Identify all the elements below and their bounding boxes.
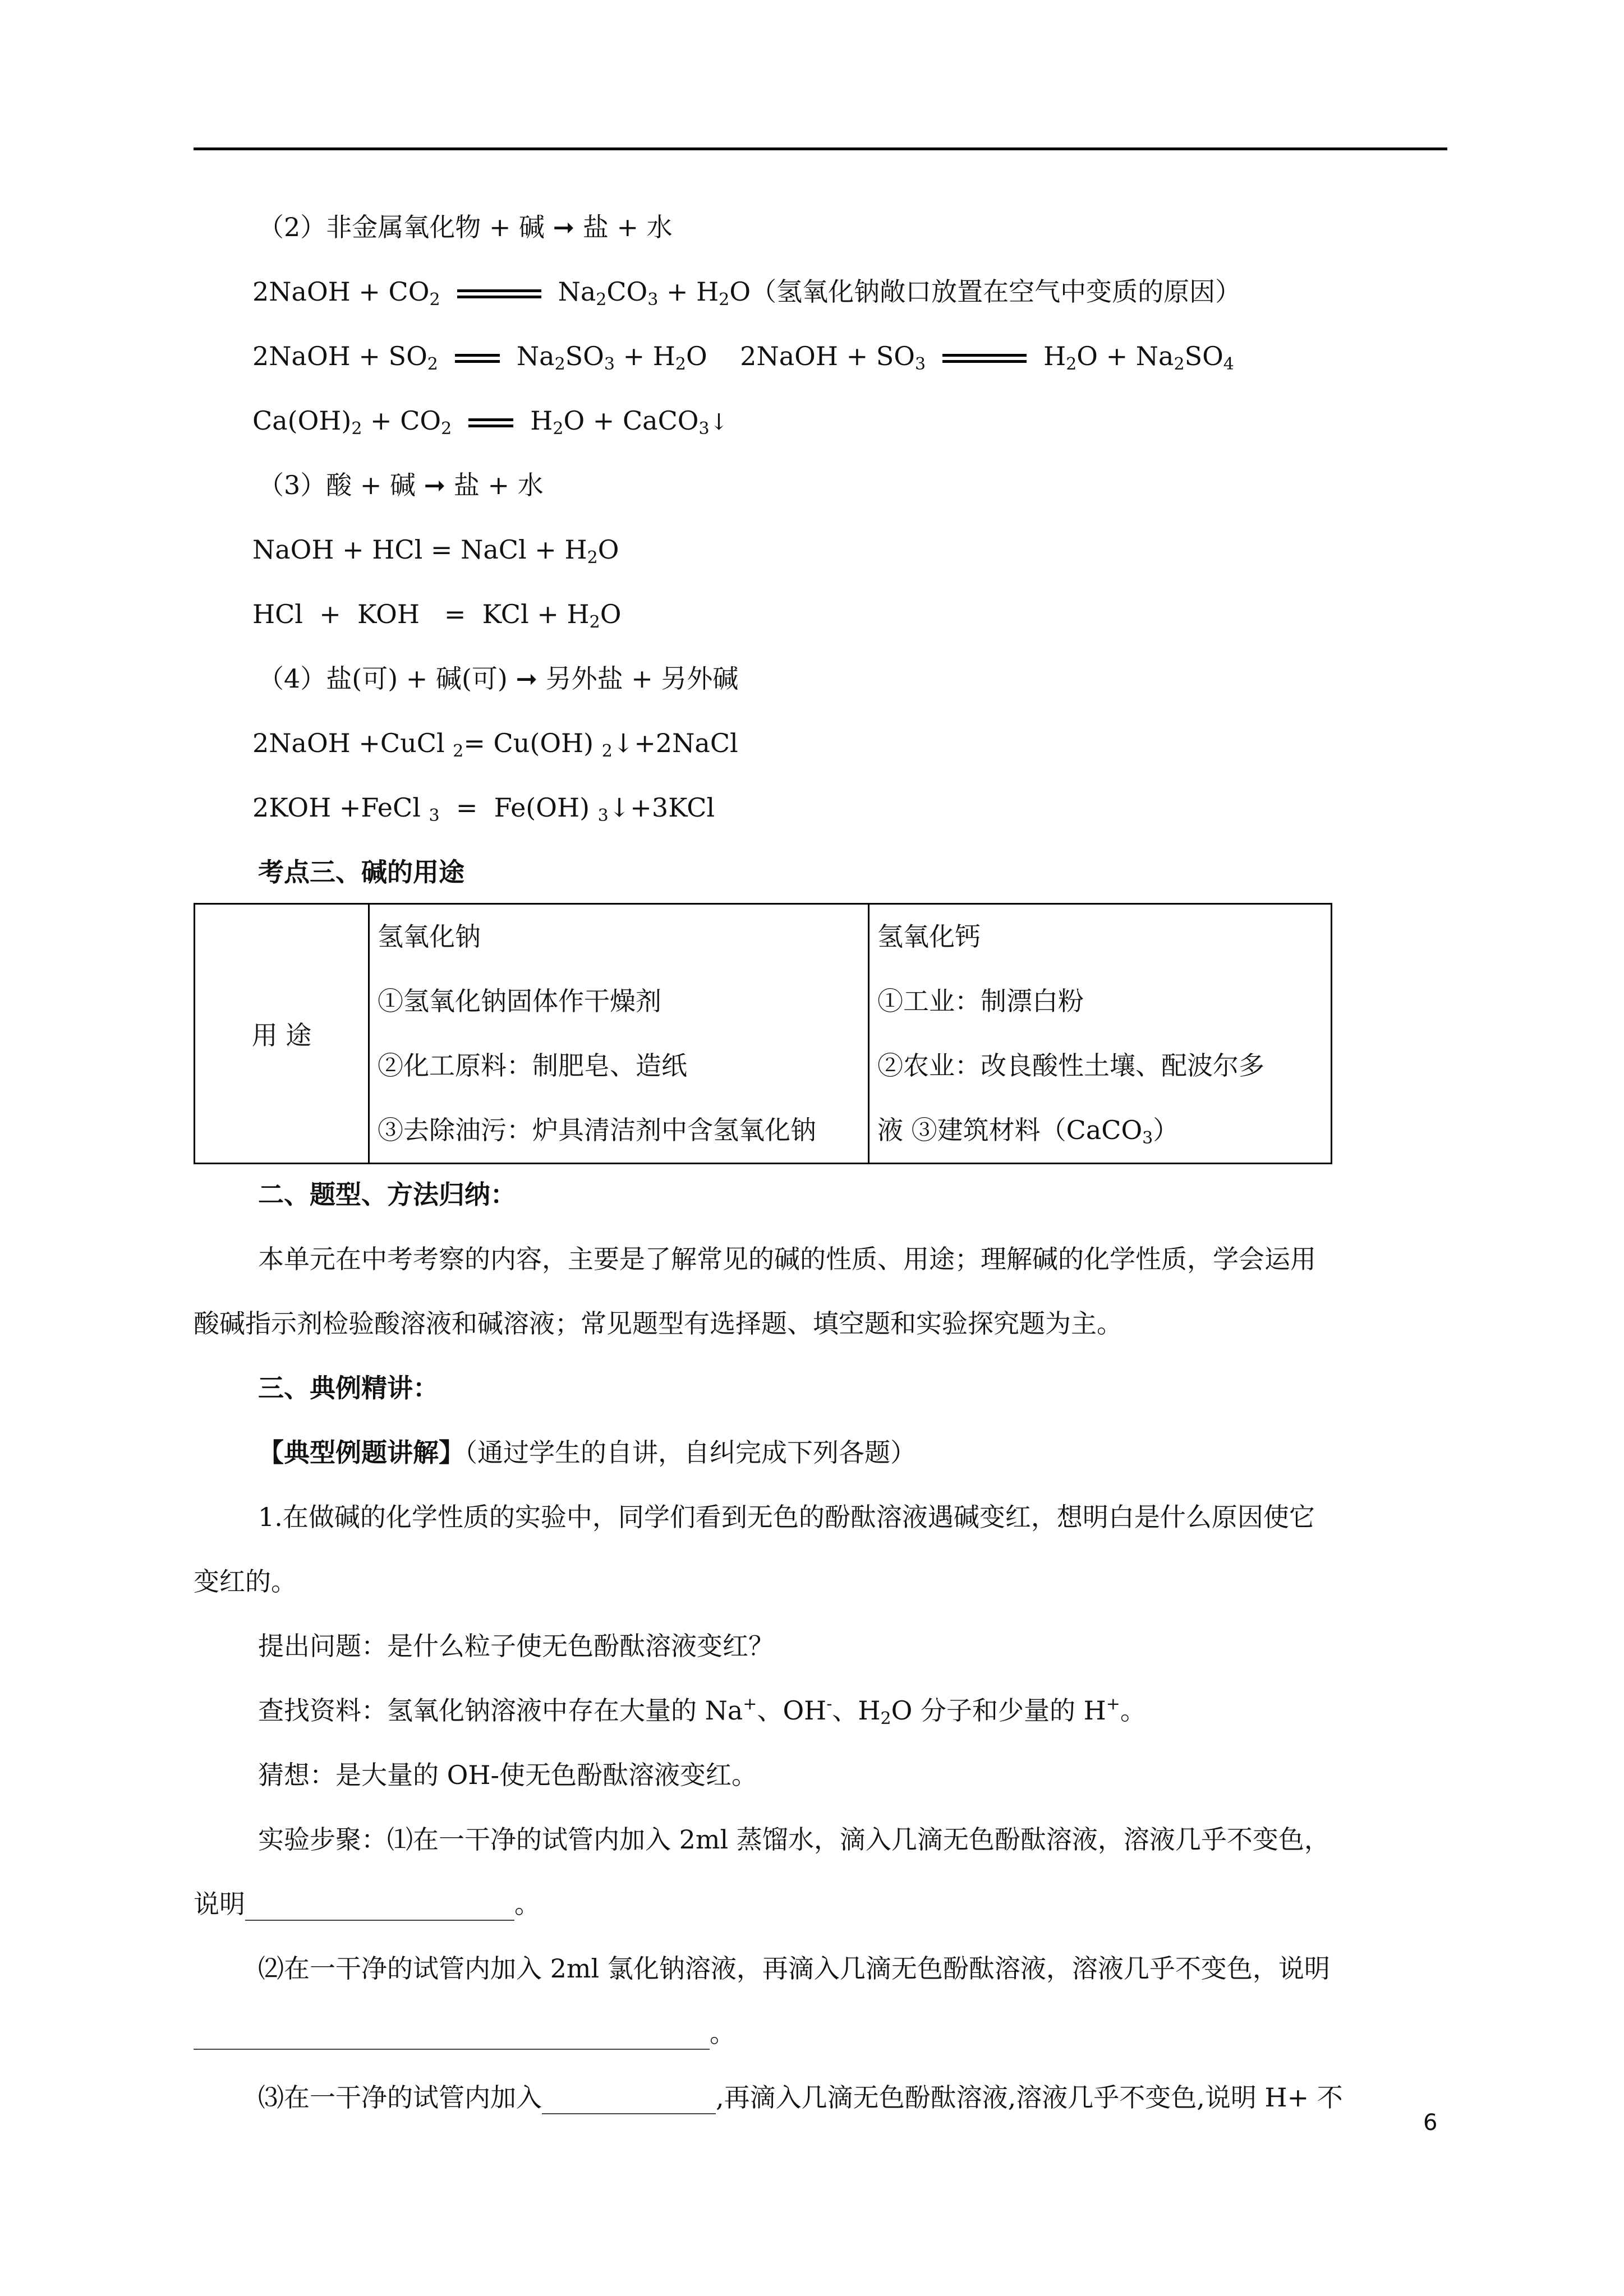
step-3-line-1	[258, 2081, 1343, 2114]
para-text: 提出问题：是什么粒子使无色酚酞溶液变红？	[258, 1631, 774, 1661]
eq-text: O + CaCO	[563, 405, 699, 436]
eq-sub: 3	[698, 419, 710, 439]
intro-rest: （通过学生的自讲，自纠完成下列各题）	[464, 1437, 916, 1468]
methods-heading-text: 二、题型、方法归纳：	[258, 1179, 516, 1210]
uses-row-label: 用 途	[195, 904, 369, 1164]
eq-text: = Fe(OH)	[439, 792, 598, 823]
eq-sub: 3	[429, 806, 440, 826]
eq-sub: 2	[1174, 354, 1185, 374]
ion-sup: -	[826, 1694, 832, 1714]
eq-sub: 3	[597, 806, 609, 826]
page-number: 6	[1423, 2110, 1438, 2136]
methods-paragraph-line-2	[194, 1307, 1122, 1340]
eq-text: HCl + KOH = KCl + H	[252, 599, 590, 629]
eq-text: Na	[516, 341, 555, 371]
naoh-use-1: ①氢氧化钠固体作干燥剂	[378, 986, 661, 1016]
section2-heading	[258, 210, 673, 244]
eq-text: SO	[1184, 341, 1223, 371]
examples-intro	[258, 1436, 916, 1469]
caoh-use-1: ①工业：制漂白粉	[877, 986, 1084, 1016]
para-text: 酸碱指示剂检验酸溶液和碱溶液；常见题型有选择题、填空题和实验探究题为主。	[194, 1308, 1122, 1339]
naoh-cell	[369, 904, 869, 1164]
caoh-cell	[869, 904, 1332, 1164]
equals-sign	[457, 289, 541, 298]
eq-sub: 3	[647, 290, 659, 310]
eq-text: NaOH + HCl = NaCl + H	[252, 534, 587, 565]
eq-text: 2NaOH +CuCl	[252, 728, 453, 758]
equation-naoh-co2	[252, 275, 1241, 308]
uses-heading-text: 考点三、碱的用途	[258, 857, 464, 887]
table-row	[195, 904, 1332, 1164]
equals-sign	[942, 354, 1027, 363]
eq-sub: 3	[1142, 1128, 1153, 1148]
caoh-use-2: ②农业：改良酸性土壤、配波尔多	[877, 1050, 1264, 1081]
caoh-use-3	[877, 1098, 1323, 1163]
intro-bold: 【典型例题讲解】	[258, 1437, 464, 1468]
eq-sub: 2	[1066, 354, 1077, 374]
para-text: 。	[514, 1889, 540, 1919]
step-1-line-1	[258, 1823, 1330, 1856]
section4-heading	[258, 662, 738, 695]
section2-heading-text: （2）非金属氧化物 + 碱 ➞ 盐 + 水	[258, 212, 673, 242]
header-rule	[194, 147, 1447, 150]
eq-text: O	[597, 534, 619, 565]
naoh-title: 氢氧化钠	[378, 921, 481, 952]
step-1-line-2	[194, 1887, 540, 1921]
cell-text: ）	[1153, 1115, 1179, 1145]
eq-sub: 2	[587, 548, 598, 568]
naoh-use-2: ②化工原料：制肥皂、造纸	[378, 1050, 687, 1081]
para-text: 说明	[194, 1889, 245, 1919]
answer-blank-3[interactable]	[542, 2087, 716, 2114]
eq-sub: 2	[441, 419, 452, 439]
equals-sign	[455, 354, 500, 363]
equation-caoh2-co2	[252, 404, 728, 439]
equation-naoh-so2-so3	[252, 339, 1234, 373]
eq-text: + H	[614, 341, 675, 371]
section3-heading	[258, 468, 544, 502]
equation-hcl-koh	[252, 597, 621, 631]
answer-blank-2[interactable]	[194, 2023, 710, 2050]
para-text: ,再滴入几滴无色酚酞溶液,溶液几乎不变色,说明 H+ 不	[716, 2082, 1343, 2113]
eq-text: = Cu(OH)	[463, 728, 602, 758]
equation-naoh-hcl	[252, 533, 619, 566]
section3-heading-text: （3）酸 + 碱 ➞ 盐 + 水	[258, 470, 544, 500]
eq-text: + CO	[362, 405, 441, 436]
eq-text: SO	[565, 341, 604, 371]
para-text: ⑵在一干净的试管内加入 2ml 氯化钠溶液，再滴入几滴无色酚酞溶液，溶液几乎不变色，说明	[258, 1953, 1330, 1984]
cell-text: 液 ③建筑材料（CaCO	[877, 1115, 1143, 1145]
ion-sup: +	[1106, 1694, 1120, 1714]
ion-sup: +	[743, 1694, 757, 1714]
para-text: 、OH	[757, 1695, 827, 1726]
para-text: 猜想：是大量的 OH-使无色酚酞溶液变红。	[258, 1760, 757, 1790]
precipitate-arrow: ↓	[709, 409, 729, 435]
lookup-line	[258, 1694, 1146, 1727]
eq-text: + H	[658, 276, 719, 307]
eq-text: ↓+2NaCl	[612, 728, 738, 758]
eq-text: 2NaOH + SO	[252, 341, 427, 371]
eq-sub: 2	[880, 1709, 891, 1728]
eq-text: O	[600, 599, 622, 629]
para-text: 1.在做碱的化学性质的实验中，同学们看到无色的酚酞溶液遇碱变红，想明白是什么原因使它	[258, 1502, 1315, 1532]
guess-line	[258, 1758, 757, 1792]
eq-text: O（氢氧化钠敞口放置在空气中变质的原因）	[729, 276, 1241, 307]
eq-sub: 2	[719, 290, 730, 310]
eq-text: ↓+3KCl	[608, 792, 715, 823]
eq-text: H	[530, 405, 553, 436]
step-2-line-1	[258, 1952, 1330, 1985]
eq-sub: 2	[675, 354, 686, 374]
answer-blank-1[interactable]	[245, 1894, 514, 1921]
eq-text: O 2NaOH + SO	[686, 341, 915, 371]
eq-sub: 3	[914, 354, 926, 374]
eq-text: Ca(OH)	[252, 405, 352, 436]
eq-text: Na	[558, 276, 596, 307]
para-text: 本单元在中考考察的内容，主要是了解常见的碱的性质、用途；理解碱的化学性质，学会运用	[258, 1244, 1316, 1274]
para-text: 实验步聚：⑴在一干净的试管内加入 2ml 蒸馏水，滴入几滴无色酚酞溶液，溶液几乎不变色，	[258, 1824, 1330, 1855]
methods-paragraph-line-1	[258, 1242, 1316, 1276]
para-text: 。	[1120, 1695, 1146, 1726]
eq-sub: 2	[429, 290, 440, 310]
eq-sub: 2	[601, 741, 613, 761]
equation-koh-fecl3	[252, 791, 715, 824]
eq-sub: 2	[596, 290, 607, 310]
eq-sub: 2	[351, 419, 362, 439]
eq-sub: 2	[589, 612, 600, 632]
para-text: 变红的。	[194, 1566, 297, 1597]
eq-text: O + Na	[1076, 341, 1174, 371]
eq-text: 2KOH +FeCl	[252, 792, 429, 823]
para-text: ⑶在一干净的试管内加入	[258, 2082, 542, 2113]
para-text: 查找资料：氢氧化钠溶液中存在大量的 Na	[258, 1695, 743, 1726]
question-1-line-2	[194, 1565, 297, 1598]
examples-heading	[258, 1371, 439, 1405]
uses-heading	[258, 855, 464, 889]
question-prompt	[258, 1629, 774, 1663]
para-text: 。	[710, 2018, 735, 2048]
naoh-use-3: ③去除油污：炉具清洁剂中含氢氧化钠	[378, 1115, 816, 1145]
equation-naoh-cucl2	[252, 726, 738, 760]
caoh-title: 氢氧化钙	[877, 921, 981, 952]
eq-sub: 2	[554, 354, 565, 374]
para-text: 、H	[832, 1695, 881, 1726]
examples-heading-text: 三、典例精讲：	[258, 1373, 439, 1403]
eq-text: CO	[606, 276, 648, 307]
eq-sub: 2	[427, 354, 438, 374]
step-2-line-2	[194, 2016, 735, 2050]
eq-sub: 2	[553, 419, 564, 439]
methods-heading	[258, 1178, 516, 1211]
eq-sub: 3	[604, 354, 615, 374]
section4-heading-text: （4）盐(可) + 碱(可) ➞ 另外盐 + 另外碱	[258, 663, 739, 694]
uses-table	[194, 903, 1332, 1164]
para-text: O 分子和少量的 H	[891, 1695, 1106, 1726]
eq-sub: 4	[1223, 354, 1234, 374]
eq-sub: 2	[453, 741, 464, 761]
equals-sign	[468, 418, 513, 427]
question-1-line-1	[258, 1500, 1315, 1534]
eq-text: H	[1043, 341, 1066, 371]
eq-text: 2NaOH + CO	[252, 276, 430, 307]
